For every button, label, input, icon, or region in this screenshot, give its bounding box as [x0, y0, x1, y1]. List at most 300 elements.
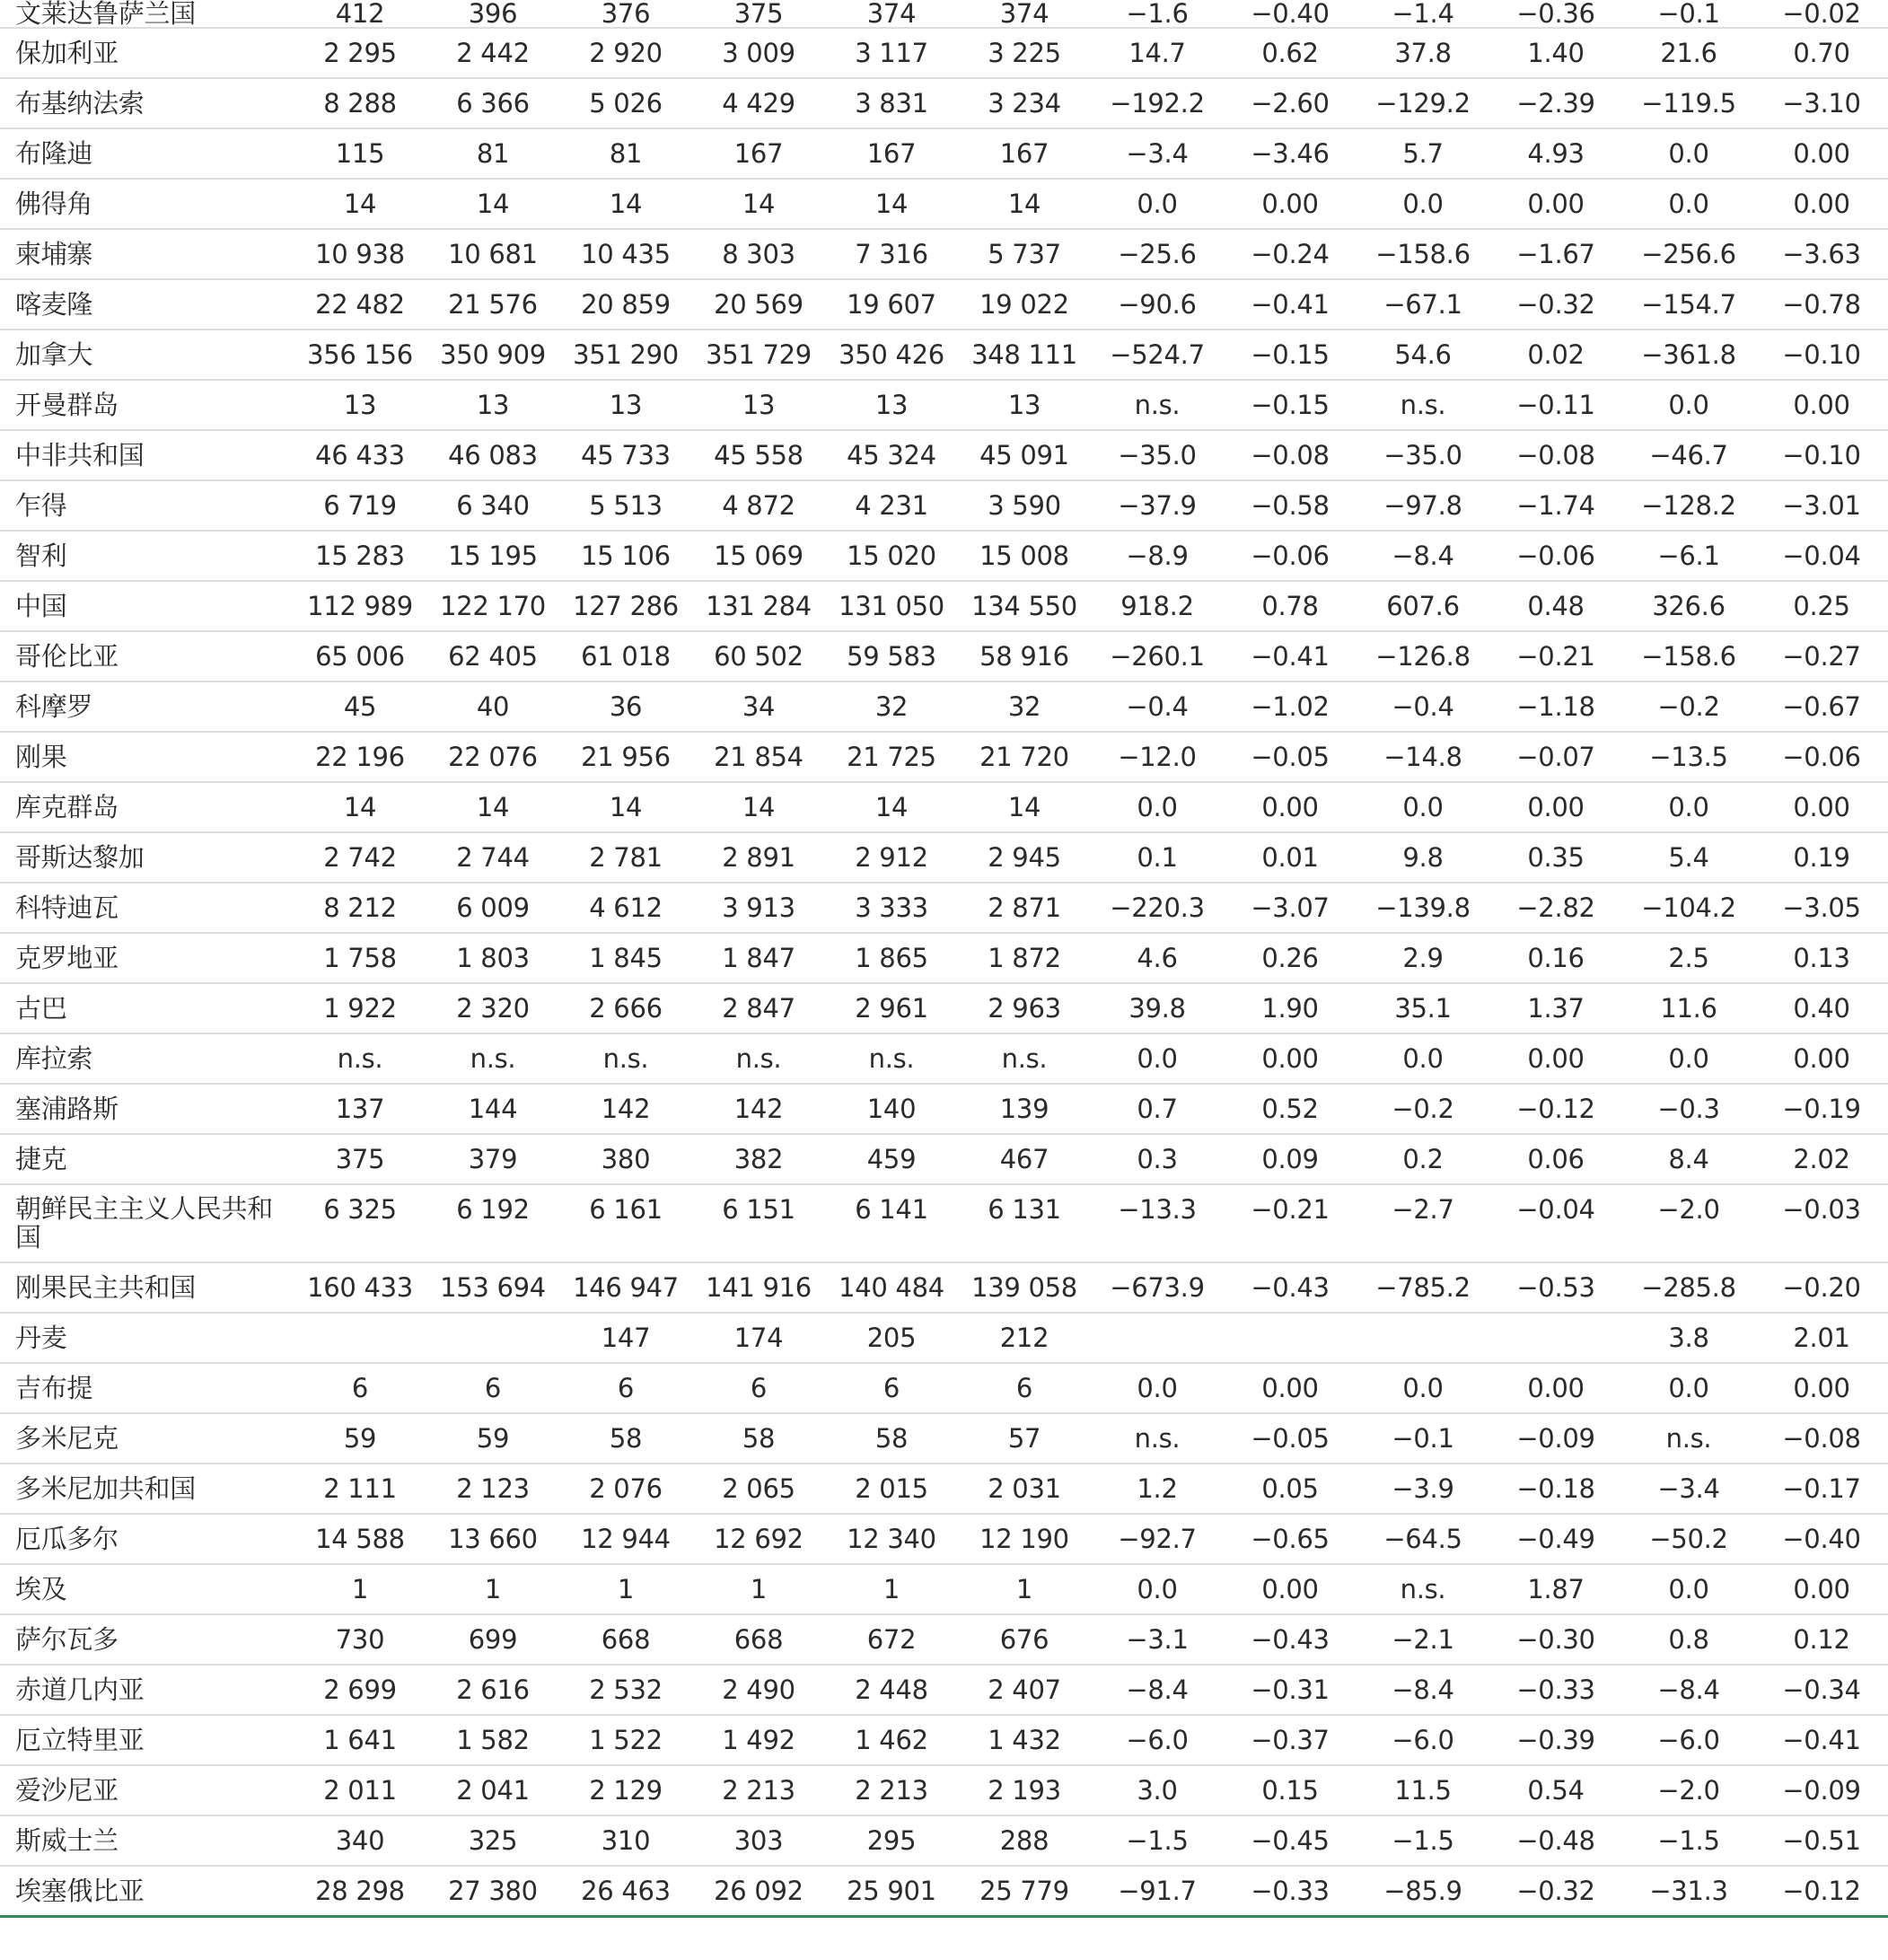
value-cell: 2 961	[825, 983, 958, 1033]
value-cell: −1.18	[1489, 681, 1622, 732]
value-cell: 1.40	[1489, 28, 1622, 78]
value-cell: −50.2	[1622, 1514, 1755, 1564]
value-cell: −6.0	[1622, 1715, 1755, 1765]
value-cell: 1	[692, 1564, 825, 1614]
value-cell: 4 872	[692, 480, 825, 531]
value-cell: 205	[825, 1313, 958, 1363]
table-row	[0, 1715, 1888, 1765]
table-row	[0, 732, 1888, 782]
value-cell: 0.00	[1489, 1033, 1622, 1084]
value-cell: 0.00	[1755, 1564, 1888, 1614]
value-cell: 0.0	[1357, 1033, 1489, 1084]
value-cell: −0.08	[1224, 430, 1357, 480]
value-cell: −0.04	[1489, 1184, 1622, 1262]
value-cell: 59	[426, 1413, 559, 1463]
country-name-cell: 加拿大	[0, 330, 294, 380]
value-cell: 14	[958, 782, 1091, 832]
value-cell: 2 320	[426, 983, 559, 1033]
value-cell: −2.82	[1489, 883, 1622, 933]
value-cell: −2.1	[1357, 1614, 1489, 1665]
value-cell: −128.2	[1622, 480, 1755, 531]
value-cell: −0.05	[1224, 732, 1357, 782]
value-cell: −3.1	[1091, 1614, 1224, 1665]
value-cell: 6 131	[958, 1184, 1091, 1262]
value-cell: 2 442	[426, 28, 559, 78]
value-cell: −119.5	[1622, 78, 1755, 128]
value-cell: 2 871	[958, 883, 1091, 933]
country-name-cell: 吉布提	[0, 1363, 294, 1413]
value-cell: 22 076	[426, 732, 559, 782]
value-cell: 141 916	[692, 1262, 825, 1313]
value-cell: −0.78	[1755, 279, 1888, 330]
value-cell: 6	[958, 1363, 1091, 1413]
table-row	[0, 1413, 1888, 1463]
value-cell: −139.8	[1357, 883, 1489, 933]
value-cell: −8.9	[1091, 531, 1224, 581]
value-cell: n.s.	[1091, 1413, 1224, 1463]
value-cell: 0.0	[1622, 380, 1755, 430]
value-cell: 21.6	[1622, 28, 1755, 78]
value-cell: 2.02	[1755, 1134, 1888, 1184]
value-cell: 22 482	[294, 279, 426, 330]
value-cell: −46.7	[1622, 430, 1755, 480]
value-cell: 2 011	[294, 1765, 426, 1815]
value-cell: 7 316	[825, 229, 958, 279]
value-cell: 0.1	[1091, 832, 1224, 883]
value-cell: 13	[294, 380, 426, 430]
value-cell: −0.06	[1224, 531, 1357, 581]
value-cell: 374	[825, 0, 958, 28]
value-cell: −0.4	[1091, 681, 1224, 732]
value-cell: 0.2	[1357, 1134, 1489, 1184]
value-cell: 2 076	[559, 1463, 692, 1514]
value-cell: 58	[825, 1413, 958, 1463]
value-cell: −0.41	[1755, 1715, 1888, 1765]
value-cell: 2 065	[692, 1463, 825, 1514]
value-cell: 14	[559, 179, 692, 229]
value-cell: 140 484	[825, 1262, 958, 1313]
value-cell: 412	[294, 0, 426, 28]
value-cell: 14	[294, 179, 426, 229]
value-cell: −129.2	[1357, 78, 1489, 128]
value-cell: −37.9	[1091, 480, 1224, 531]
value-cell: −0.2	[1357, 1084, 1489, 1134]
value-cell: 14	[426, 179, 559, 229]
value-cell: 27 380	[426, 1866, 559, 1917]
value-cell: −0.08	[1755, 1413, 1888, 1463]
value-cell: 0.35	[1489, 832, 1622, 883]
value-cell: −0.1	[1622, 0, 1755, 28]
value-cell: 6	[559, 1363, 692, 1413]
value-cell: 3.8	[1622, 1313, 1755, 1363]
value-cell: −8.4	[1622, 1665, 1755, 1715]
value-cell: 303	[692, 1815, 825, 1866]
value-cell: 0.01	[1224, 832, 1357, 883]
value-cell: 60 502	[692, 631, 825, 681]
value-cell: −673.9	[1091, 1262, 1224, 1313]
value-cell: −0.31	[1224, 1665, 1357, 1715]
value-cell: 147	[559, 1313, 692, 1363]
value-cell: 0.16	[1489, 933, 1622, 983]
value-cell: −0.18	[1489, 1463, 1622, 1514]
value-cell: 0.0	[1091, 782, 1224, 832]
value-cell: 6 141	[825, 1184, 958, 1262]
value-cell: 6 192	[426, 1184, 559, 1262]
value-cell: 12 944	[559, 1514, 692, 1564]
value-cell: 1	[426, 1564, 559, 1614]
value-cell: −1.74	[1489, 480, 1622, 531]
value-cell: 2 031	[958, 1463, 1091, 1514]
value-cell: 14 588	[294, 1514, 426, 1564]
table-row	[0, 1514, 1888, 1564]
table-row	[0, 581, 1888, 631]
value-cell: −3.63	[1755, 229, 1888, 279]
value-cell: −0.3	[1622, 1084, 1755, 1134]
table-row	[0, 1134, 1888, 1184]
value-cell: 22 196	[294, 732, 426, 782]
value-cell: −0.09	[1755, 1765, 1888, 1815]
value-cell: −2.39	[1489, 78, 1622, 128]
value-cell: 2 407	[958, 1665, 1091, 1715]
value-cell: −0.04	[1755, 531, 1888, 581]
value-cell: 137	[294, 1084, 426, 1134]
value-cell: −2.0	[1622, 1184, 1755, 1262]
value-cell: 0.0	[1091, 179, 1224, 229]
value-cell: 0.0	[1622, 179, 1755, 229]
value-cell: 5 026	[559, 78, 692, 128]
table-row	[0, 1313, 1888, 1363]
value-cell: −260.1	[1091, 631, 1224, 681]
value-cell: −0.37	[1224, 1715, 1357, 1765]
value-cell: 144	[426, 1084, 559, 1134]
value-cell: 0.0	[1622, 782, 1755, 832]
value-cell: 8 303	[692, 229, 825, 279]
value-cell: 37.8	[1357, 28, 1489, 78]
value-cell: 676	[958, 1614, 1091, 1665]
value-cell: 20 859	[559, 279, 692, 330]
value-cell: 1.87	[1489, 1564, 1622, 1614]
value-cell: 375	[692, 0, 825, 28]
value-cell: −14.8	[1357, 732, 1489, 782]
value-cell: −0.41	[1224, 279, 1357, 330]
value-cell: 58 916	[958, 631, 1091, 681]
value-cell: 4.93	[1489, 128, 1622, 179]
value-cell: 59 583	[825, 631, 958, 681]
value-cell: 351 290	[559, 330, 692, 380]
table-row	[0, 531, 1888, 581]
value-cell: 1.2	[1091, 1463, 1224, 1514]
table-row	[0, 631, 1888, 681]
table-row	[0, 782, 1888, 832]
value-cell: 3 590	[958, 480, 1091, 531]
table-row	[0, 480, 1888, 531]
value-cell: 14	[825, 782, 958, 832]
value-cell: 2 111	[294, 1463, 426, 1514]
value-cell: 0.00	[1224, 1033, 1357, 1084]
value-cell: 167	[825, 128, 958, 179]
value-cell: 2 041	[426, 1765, 559, 1815]
country-name-cell: 古巴	[0, 983, 294, 1033]
value-cell: 310	[559, 1815, 692, 1866]
value-cell: 2.9	[1357, 933, 1489, 983]
value-cell: 0.25	[1755, 581, 1888, 631]
value-cell: −8.4	[1357, 531, 1489, 581]
country-name-cell: 埃塞俄比亚	[0, 1866, 294, 1917]
table-row	[0, 430, 1888, 480]
value-cell: 2 666	[559, 983, 692, 1033]
value-cell: 32	[825, 681, 958, 732]
value-cell: 0.19	[1755, 832, 1888, 883]
value-cell: 131 284	[692, 581, 825, 631]
value-cell: −0.27	[1755, 631, 1888, 681]
value-cell: n.s.	[294, 1033, 426, 1084]
value-cell: 11.5	[1357, 1765, 1489, 1815]
value-cell	[1224, 1313, 1357, 1363]
value-cell: 350 426	[825, 330, 958, 380]
value-cell: 0.3	[1091, 1134, 1224, 1184]
value-cell: 5.7	[1357, 128, 1489, 179]
country-name-cell: 智利	[0, 531, 294, 581]
value-cell: −0.06	[1489, 531, 1622, 581]
value-cell: −0.39	[1489, 1715, 1622, 1765]
value-cell: −3.46	[1224, 128, 1357, 179]
value-cell: 0.0	[1622, 1564, 1755, 1614]
value-cell: 2 920	[559, 28, 692, 78]
value-cell: −8.4	[1357, 1665, 1489, 1715]
value-cell: 6 151	[692, 1184, 825, 1262]
value-cell: −0.45	[1224, 1815, 1357, 1866]
value-cell: −0.65	[1224, 1514, 1357, 1564]
value-cell: −785.2	[1357, 1262, 1489, 1313]
value-cell: −12.0	[1091, 732, 1224, 782]
value-cell: 13	[692, 380, 825, 430]
value-cell: 0.00	[1489, 782, 1622, 832]
value-cell: 0.00	[1755, 1363, 1888, 1413]
value-cell: 3 009	[692, 28, 825, 78]
value-cell: 1 872	[958, 933, 1091, 983]
value-cell: 3 333	[825, 883, 958, 933]
value-cell: 142	[692, 1084, 825, 1134]
value-cell: −67.1	[1357, 279, 1489, 330]
value-cell: 167	[692, 128, 825, 179]
value-cell: 112 989	[294, 581, 426, 631]
value-cell: 21 720	[958, 732, 1091, 782]
value-cell: 14	[958, 179, 1091, 229]
value-cell: −1.67	[1489, 229, 1622, 279]
value-cell: 2 963	[958, 983, 1091, 1033]
value-cell: 2 213	[692, 1765, 825, 1815]
value-cell: −0.11	[1489, 380, 1622, 430]
value-cell: 35.1	[1357, 983, 1489, 1033]
value-cell: 40	[426, 681, 559, 732]
value-cell: 0.0	[1091, 1363, 1224, 1413]
value-cell: 6 719	[294, 480, 426, 531]
country-name-cell: 科特迪瓦	[0, 883, 294, 933]
value-cell: 8.4	[1622, 1134, 1755, 1184]
value-cell: 2 448	[825, 1665, 958, 1715]
table-row	[0, 681, 1888, 732]
value-cell: 160 433	[294, 1262, 426, 1313]
value-cell: 668	[559, 1614, 692, 1665]
value-cell: −0.53	[1489, 1262, 1622, 1313]
value-cell: 0.00	[1224, 782, 1357, 832]
value-cell: 1 758	[294, 933, 426, 983]
value-cell: 6 009	[426, 883, 559, 933]
value-cell: −6.0	[1091, 1715, 1224, 1765]
value-cell: n.s.	[692, 1033, 825, 1084]
value-cell: 115	[294, 128, 426, 179]
value-cell: 21 576	[426, 279, 559, 330]
country-name-cell: 乍得	[0, 480, 294, 531]
value-cell: 0.8	[1622, 1614, 1755, 1665]
value-cell: 0.12	[1755, 1614, 1888, 1665]
value-cell	[426, 1313, 559, 1363]
value-cell: −192.2	[1091, 78, 1224, 128]
value-cell: 34	[692, 681, 825, 732]
value-cell: 0.0	[1091, 1033, 1224, 1084]
value-cell: 0.62	[1224, 28, 1357, 78]
value-cell: 2 213	[825, 1765, 958, 1815]
value-cell: −0.33	[1224, 1866, 1357, 1917]
value-cell: 13	[958, 380, 1091, 430]
value-cell: 3 234	[958, 78, 1091, 128]
value-cell: 0.00	[1224, 1564, 1357, 1614]
country-name-cell: 喀麦隆	[0, 279, 294, 330]
value-cell: −256.6	[1622, 229, 1755, 279]
value-cell: 4 612	[559, 883, 692, 933]
value-cell: 0.54	[1489, 1765, 1622, 1815]
value-cell: −0.24	[1224, 229, 1357, 279]
value-cell: 2 295	[294, 28, 426, 78]
value-cell: −0.15	[1224, 380, 1357, 430]
value-cell: 0.15	[1224, 1765, 1357, 1815]
value-cell: −0.21	[1489, 631, 1622, 681]
value-cell: 10 435	[559, 229, 692, 279]
value-cell: −0.34	[1755, 1665, 1888, 1715]
table-row	[0, 1363, 1888, 1413]
value-cell: 0.0	[1091, 1564, 1224, 1614]
value-cell: 0.0	[1622, 1033, 1755, 1084]
country-name-cell: 厄瓜多尔	[0, 1514, 294, 1564]
value-cell: 21 956	[559, 732, 692, 782]
value-cell: 2 891	[692, 832, 825, 883]
value-cell: 2 699	[294, 1665, 426, 1715]
value-cell: 2.5	[1622, 933, 1755, 983]
value-cell: −3.4	[1091, 128, 1224, 179]
value-cell: 13	[825, 380, 958, 430]
value-cell: 0.0	[1622, 1363, 1755, 1413]
value-cell: 15 020	[825, 531, 958, 581]
value-cell: 122 170	[426, 581, 559, 631]
value-cell: −0.36	[1489, 0, 1622, 28]
country-name-cell: 佛得角	[0, 179, 294, 229]
value-cell: 20 569	[692, 279, 825, 330]
value-cell: n.s.	[1622, 1413, 1755, 1463]
value-cell: −104.2	[1622, 883, 1755, 933]
value-cell: 46 083	[426, 430, 559, 480]
value-cell: n.s.	[958, 1033, 1091, 1084]
value-cell: −0.05	[1224, 1413, 1357, 1463]
value-cell: −0.51	[1755, 1815, 1888, 1866]
value-cell: −0.02	[1755, 0, 1888, 28]
value-cell: 10 938	[294, 229, 426, 279]
value-cell: 3 117	[825, 28, 958, 78]
value-cell: 6	[294, 1363, 426, 1413]
value-cell: −0.10	[1755, 430, 1888, 480]
value-cell: −2.0	[1622, 1765, 1755, 1815]
country-name-cell: 哥斯达黎加	[0, 832, 294, 883]
value-cell: 81	[559, 128, 692, 179]
value-cell: −0.09	[1489, 1413, 1622, 1463]
value-cell: −0.10	[1755, 330, 1888, 380]
value-cell: 5 513	[559, 480, 692, 531]
table-row	[0, 128, 1888, 179]
value-cell: 376	[559, 0, 692, 28]
value-cell: 15 283	[294, 531, 426, 581]
country-name-cell: 赤道几内亚	[0, 1665, 294, 1715]
country-name-cell: 中国	[0, 581, 294, 631]
value-cell: 59	[294, 1413, 426, 1463]
value-cell: 127 286	[559, 581, 692, 631]
value-cell: 1 462	[825, 1715, 958, 1765]
value-cell: 0.0	[1357, 782, 1489, 832]
value-cell: 1 522	[559, 1715, 692, 1765]
value-cell: −31.3	[1622, 1866, 1755, 1917]
value-cell: 9.8	[1357, 832, 1489, 883]
value-cell: 10 681	[426, 229, 559, 279]
value-cell: −0.21	[1224, 1184, 1357, 1262]
value-cell: −0.12	[1755, 1866, 1888, 1917]
value-cell: 15 106	[559, 531, 692, 581]
country-name-cell: 丹麦	[0, 1313, 294, 1363]
country-name-cell: 克罗地亚	[0, 933, 294, 983]
value-cell: 1.37	[1489, 983, 1622, 1033]
value-cell: −285.8	[1622, 1262, 1755, 1313]
value-cell: −0.33	[1489, 1665, 1622, 1715]
value-cell: −0.32	[1489, 1866, 1622, 1917]
value-cell: 62 405	[426, 631, 559, 681]
value-cell: 0.0	[1357, 179, 1489, 229]
country-name-cell: 布隆迪	[0, 128, 294, 179]
value-cell: −154.7	[1622, 279, 1755, 330]
value-cell: 374	[958, 0, 1091, 28]
value-cell: 45 558	[692, 430, 825, 480]
value-cell: 1 803	[426, 933, 559, 983]
value-cell: n.s.	[559, 1033, 692, 1084]
value-cell: −25.6	[1091, 229, 1224, 279]
value-cell: −1.5	[1357, 1815, 1489, 1866]
value-cell: 348 111	[958, 330, 1091, 380]
value-cell: −6.1	[1622, 531, 1755, 581]
value-cell: 58	[692, 1413, 825, 1463]
table-row	[0, 1614, 1888, 1665]
value-cell: −0.15	[1224, 330, 1357, 380]
value-cell: −0.40	[1755, 1514, 1888, 1564]
value-cell: 379	[426, 1134, 559, 1184]
value-cell: 1.90	[1224, 983, 1357, 1033]
table-row	[0, 1184, 1888, 1262]
value-cell: 1 847	[692, 933, 825, 983]
table-row	[0, 229, 1888, 279]
value-cell: −2.7	[1357, 1184, 1489, 1262]
value-cell: 15 069	[692, 531, 825, 581]
value-cell: 13	[559, 380, 692, 430]
value-cell: −0.19	[1755, 1084, 1888, 1134]
value-cell: 13 660	[426, 1514, 559, 1564]
value-cell: 25 779	[958, 1866, 1091, 1917]
value-cell: 15 195	[426, 531, 559, 581]
value-cell: −2.60	[1224, 78, 1357, 128]
